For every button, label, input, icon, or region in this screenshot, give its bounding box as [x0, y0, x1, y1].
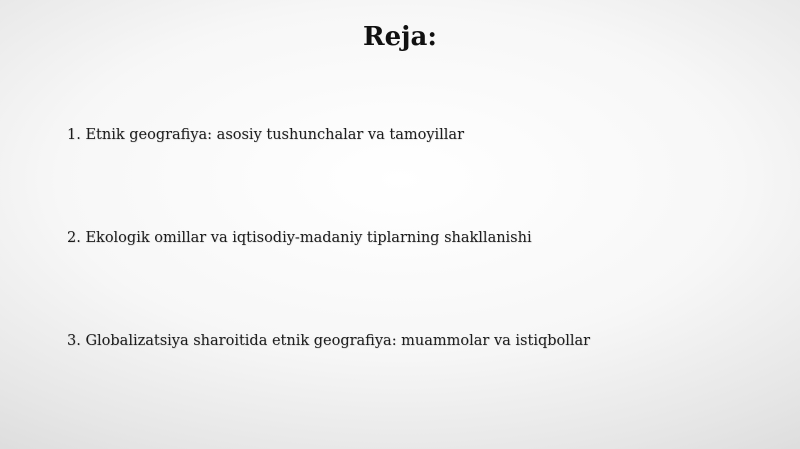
plan-item: 3. Globalizatsiya sharoitida etnik geografiya: muammolar va istiqbollar: [67, 333, 591, 349]
plan-item: 1. Etnik geografiya: asosiy tushunchalar va tamoyillar: [67, 127, 465, 143]
plan-item: 2. Ekologik omillar va iqtisodiy-madaniy tiplarning shakllanishi: [67, 230, 532, 246]
slide-title: Reja:: [362, 22, 437, 52]
